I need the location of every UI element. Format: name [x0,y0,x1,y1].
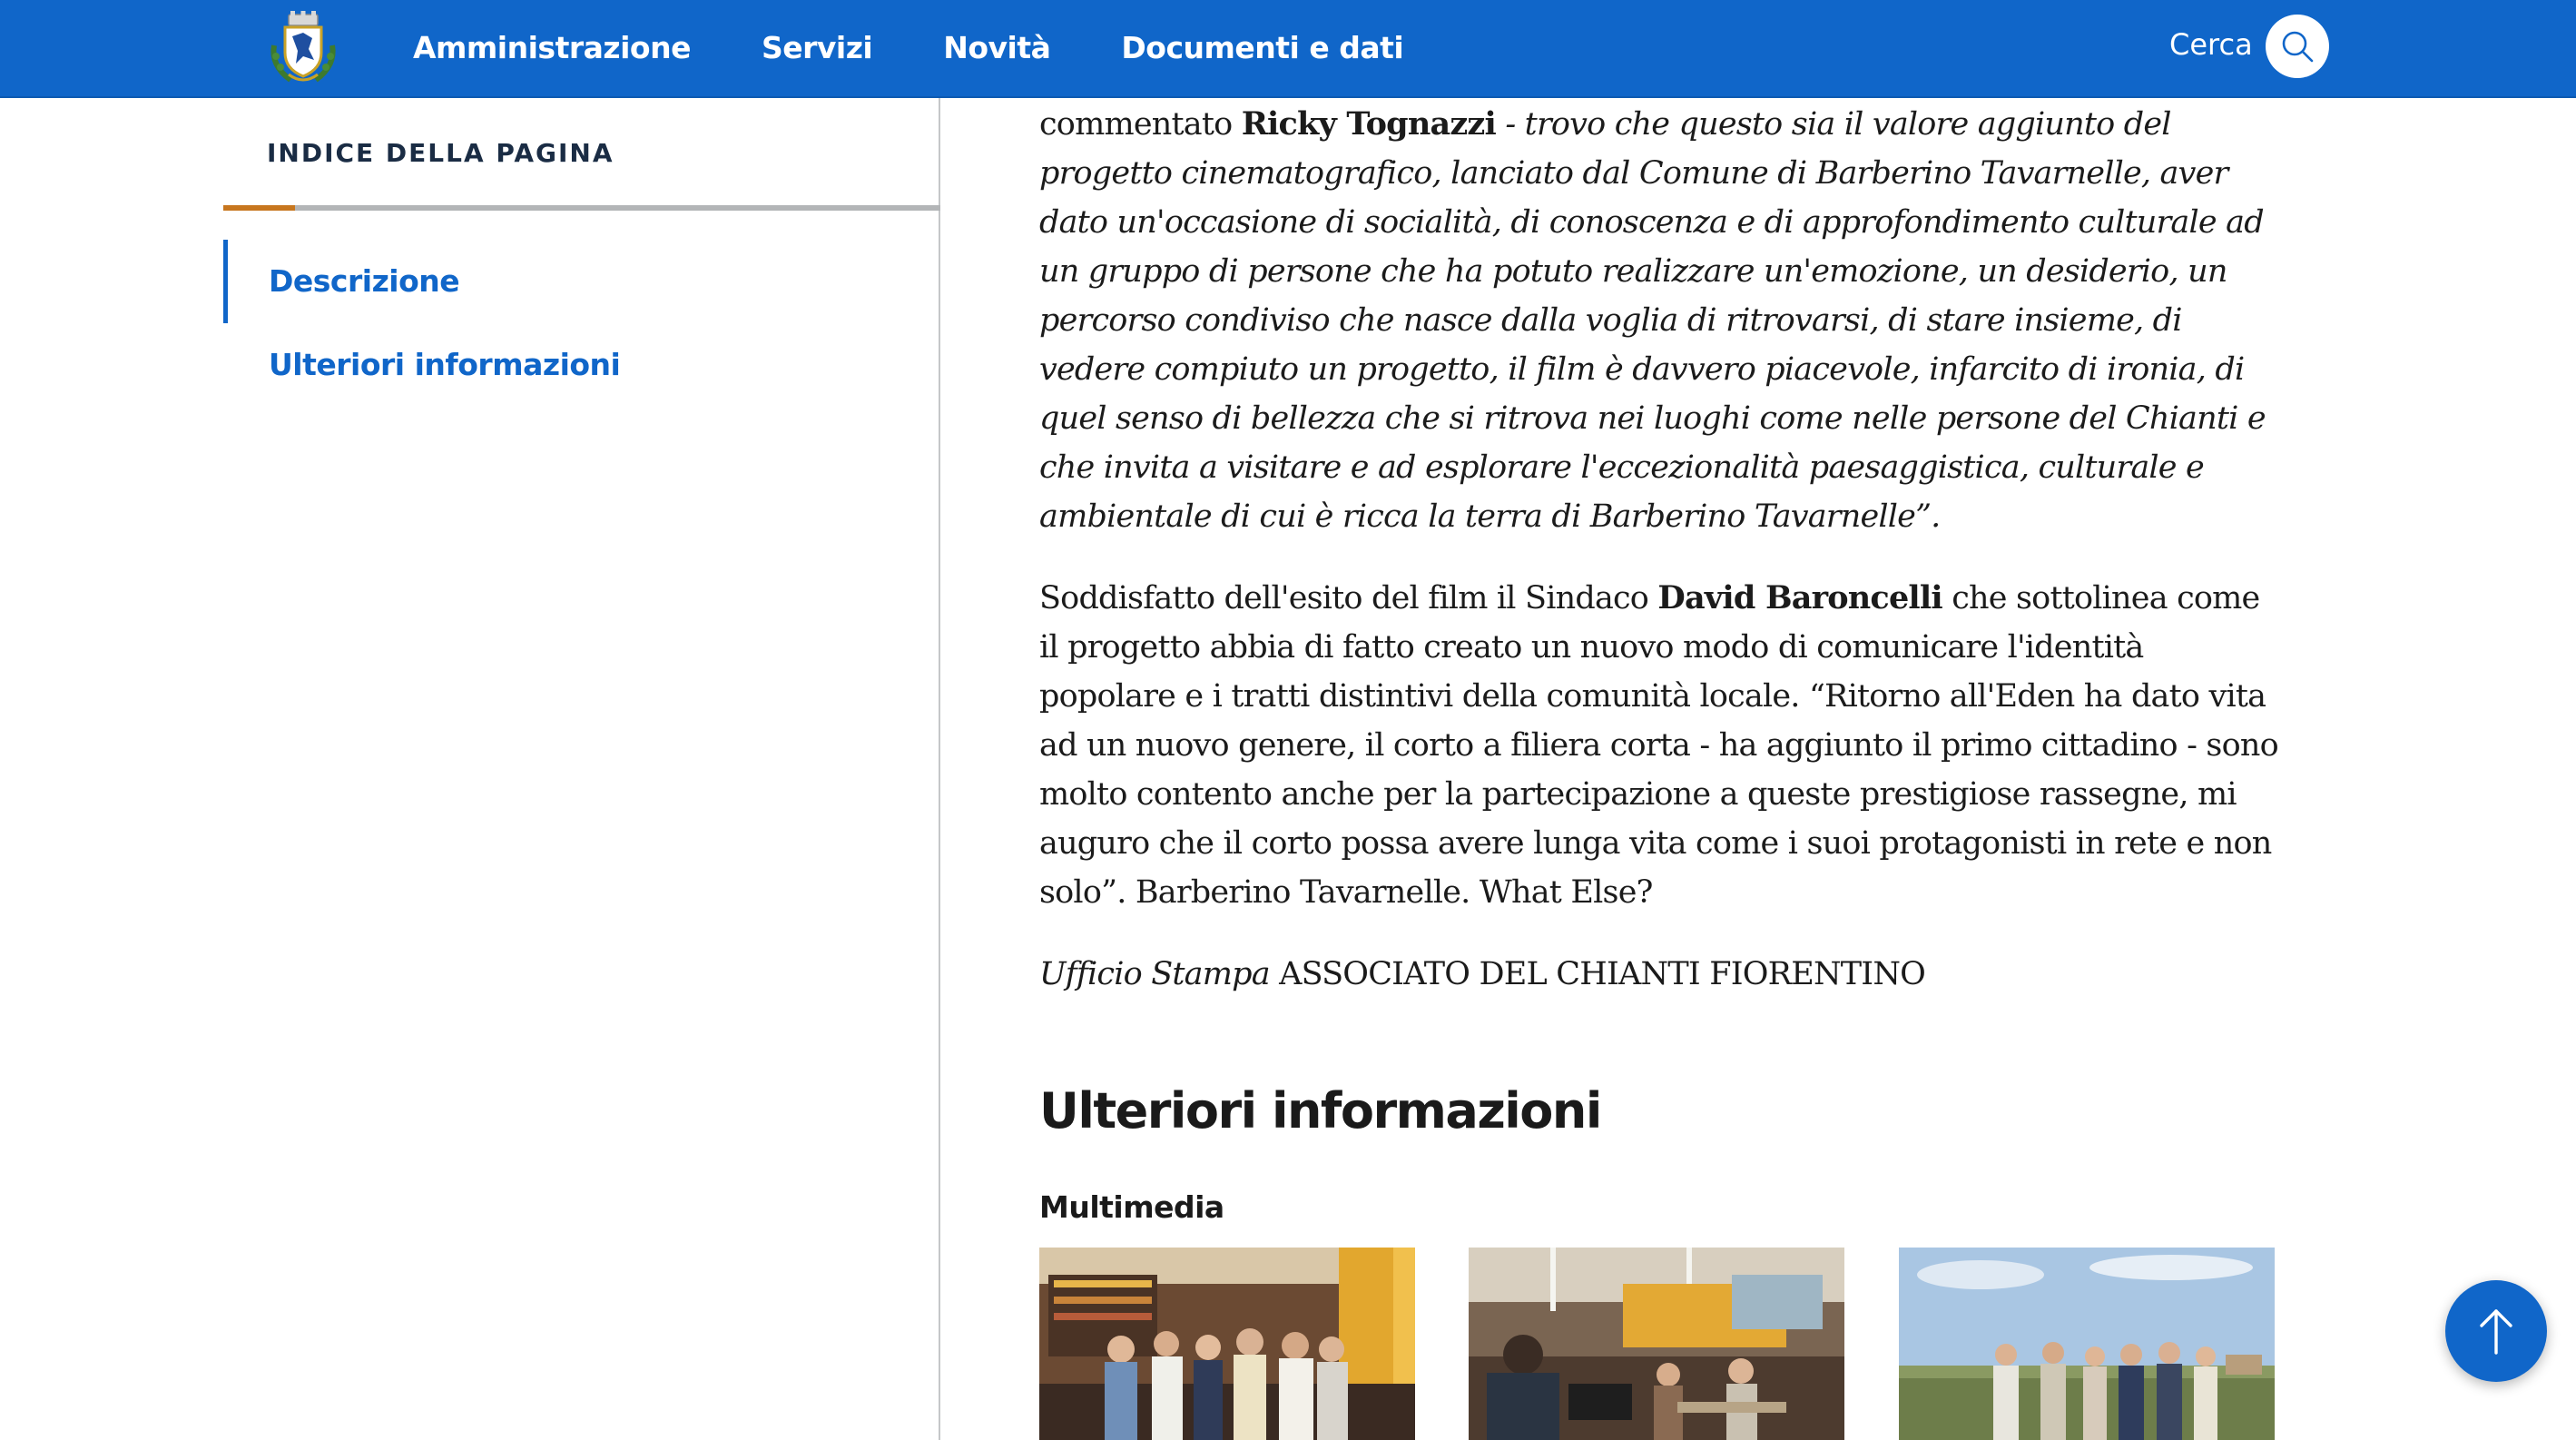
person-ricky-tognazzi: Ricky Tognazzi [1241,105,1496,143]
comune-crest-logo[interactable] [265,9,341,87]
section-title-ulteriori-informazioni: Ulteriori informazioni [1039,1082,1601,1139]
nav-servizi[interactable]: Servizi [761,29,873,65]
search-button[interactable] [2266,15,2329,78]
main-nav [413,0,1474,94]
page-index-progress-fill [223,205,295,211]
paragraph-tognazzi-quote [1039,100,2283,541]
search-label[interactable]: Cerca [2169,27,2253,62]
back-to-top-button[interactable] [2445,1280,2547,1382]
subsection-title-multimedia: Multimedia [1039,1189,1224,1225]
para2-text: che sottolinea come il progetto abbia di fatto creato un nuovo modo di comunicare l'identità popolare e i tratti distintivi della comunità locale. “Ritorno all'Eden ha dato vita ad un nuovo genere, il corto a filiera corta - ha aggiunto il primo cittadino - sono molto contento anche per la partecipazione a queste prestigiose rassegne, mi auguro che il corto possa avere lunga vita come i suoi protagonisti in rete e non solo”. Barberino Tavarnelle. What Else? [1039,580,2278,911]
page-index-sidebar [0,98,940,1440]
photo-bar-group-image [1039,1248,1415,1440]
paragraph-ufficio-stampa [1039,950,2283,999]
nav-documenti-e-dati[interactable]: Documenti e dati [1121,29,1404,65]
nav-amministrazione[interactable]: Amministrazione [413,29,691,65]
para2-intro: Soddisfatto dell'esito del film il Sindaco [1039,580,1658,616]
page-index-title: INDICE DELLA PAGINA [267,138,615,168]
ufficio-stampa-text: ASSOCIATO DEL CHIANTI FIORENTINO [1269,956,1926,992]
page-index-list [223,240,940,407]
search-icon [2279,28,2315,64]
person-david-baroncelli: David Baroncelli [1657,579,1942,616]
ufficio-stampa-label: Ufficio Stampa [1039,956,1270,992]
photo-filming-bar-image [1469,1248,1844,1440]
gallery-photo-filming-bar[interactable] [1469,1248,1844,1440]
page-index-progress-track [223,205,940,211]
gallery-photo-countryside-group[interactable] [1899,1248,2275,1440]
toc-item-ulteriori-informazioni[interactable]: Ulteriori informazioni [269,347,621,382]
para1-intro: commentato [1039,106,1242,143]
photo-countryside-group-image [1899,1248,2275,1440]
toc-item-descrizione[interactable]: Descrizione [223,240,940,323]
gallery-photo-bar-group[interactable] [1039,1248,1415,1440]
para1-quote: - trovo che questo sia il valore aggiunto del progetto cinematografico, lanciato dal Comune di Barberino Tavarnelle, aver dato un'occasione di socialità, di conoscenza e di approfondimento culturale ad un gruppo di persone che ha potuto realizzare un'emozione, un desiderio, un percorso condiviso che nasce dalla voglia di ritrovarsi, di stare insieme, di vedere compiuto un progetto, il film è davvero piacevole, infarcito di ironia, di quel senso di bellezza che si ritrova nei luoghi come nelle persone del Chianti e che invita a visitare e ad esplorare l'eccezionalità paesaggistica, culturale e ambientale di cui è ricca la terra di Barberino Tavarnelle”. [1039,106,2266,535]
arrow-up-icon [2474,1306,2518,1356]
site-header [0,0,2576,98]
paragraph-sindaco [1039,574,2283,917]
nav-novita[interactable]: Novità [943,29,1051,65]
multimedia-gallery [1039,1248,2283,1440]
crest-icon [265,9,341,87]
